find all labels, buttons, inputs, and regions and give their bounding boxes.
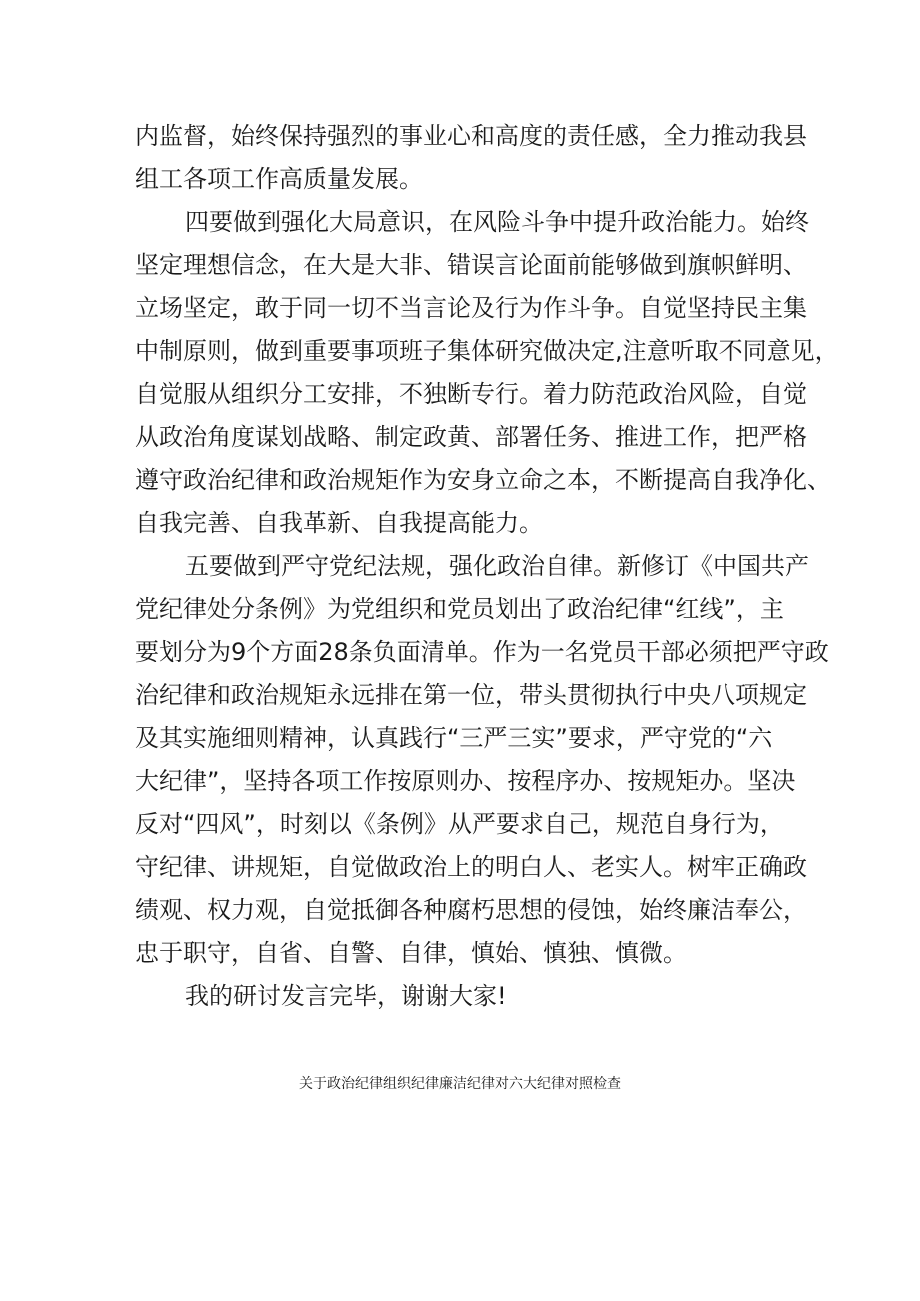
paragraph-line: 治纪律和政治规矩永远排在第一位，带头贯彻执行中央八项规定 — [135, 681, 807, 709]
paragraph-line: 忠于职守，自省、自警、自律，慎始、慎独、慎微。 — [135, 939, 687, 967]
paragraph-line: 从政治角度谋划战略、制定政黄、部署任务、推进工作，把严格 — [135, 423, 807, 451]
paragraph-line: 坚定理想信念，在大是大非、错误言论面前能够做到旗帜鲜明、 — [135, 251, 807, 279]
paragraph-line: 组工各项工作高质量发展。 — [135, 165, 423, 193]
paragraph-line: 反对“四风”，时刻以《条例》从严要求自己，规范自身行为， — [135, 810, 784, 838]
paragraph-line: 中制原则，做到重要事项班子集体研究做决定,注意听取不同意见， — [135, 337, 839, 365]
paragraph-line: 四要做到强化大局意识，在风险斗争中提升政治能力。始终 — [185, 208, 809, 236]
paragraph-line: 自我完善、自我革新、自我提高能力。 — [135, 509, 543, 537]
paragraph-line: 守纪律、讲规矩，自觉做政治上的明白人、老实人。树牢正确政 — [135, 853, 807, 881]
paragraph-line: 五要做到严守党纪法规，强化政治自律。新修订《中国共产 — [185, 552, 809, 580]
paragraph-line: 遵守政治纪律和政治规矩作为安身立命之本，不断提高自我净化、 — [135, 466, 831, 494]
paragraph-line: 大纪律”，坚持各项工作按原则办、按程序办、按规矩办。坚决 — [135, 767, 796, 795]
section-title: 关于政治纪律组织纪律廉洁纪律对六大纪律对照检查 — [299, 1076, 621, 1092]
paragraph-line: 要划分为9个方面28条负面清单。作为一名党员干部必须把严守政 — [135, 638, 829, 666]
paragraph-line: 党纪律处分条例》为党组织和党员划出了政治纪律“红线”，主 — [135, 595, 784, 623]
paragraph-line: 及其实施细则精神，认真践行“三严三实”要求，严守党的“六 — [135, 724, 773, 752]
paragraph-line: 自觉服从组织分工安排，不独断专行。着力防范政治风险，自觉 — [135, 380, 807, 408]
paragraph-line: 绩观、权力观，自觉抵御各种腐朽思想的侵蚀，始终廉洁奉公， — [135, 896, 807, 924]
closing-line: 我的研讨发言完毕，谢谢大家! — [185, 982, 507, 1010]
paragraph-line: 内监督，始终保持强烈的事业心和高度的责任感，全力推动我县 — [135, 122, 807, 150]
paragraph-line: 立场坚定，敢于同一切不当言论及行为作斗争。自觉坚持民主集 — [135, 294, 807, 322]
